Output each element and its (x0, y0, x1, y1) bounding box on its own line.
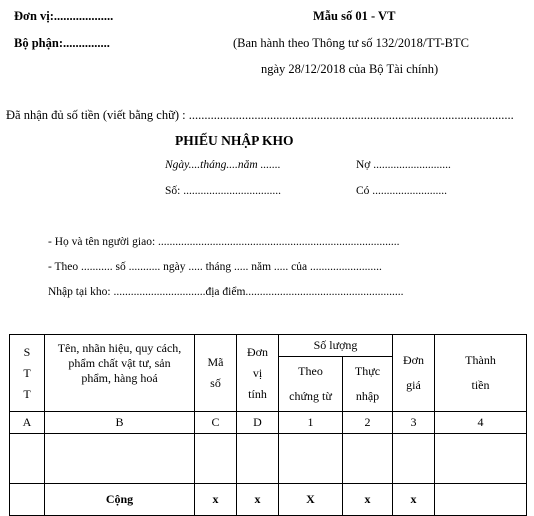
empty-cell (237, 434, 279, 484)
empty-cell (10, 484, 45, 516)
code-row (10, 412, 527, 434)
reference-line: - Theo ........... số ........... ngày ..... tháng ..... năm ..... của ......................... (48, 261, 382, 273)
total-cell: x (393, 484, 435, 516)
unit-field: Đơn vị:................... (14, 9, 114, 23)
total-cell: x (237, 484, 279, 516)
deliverer-name-line: - Họ và tên người giao: .................................................................................... (48, 236, 400, 248)
debit-line: Nợ ........................... (356, 159, 451, 171)
issued-by-line-1: (Ban hành theo Thông tư số 132/2018/TT-BTC (233, 36, 469, 50)
issued-by-line-2: ngày 28/12/2018 của Bộ Tài chính) (261, 62, 439, 76)
empty-cell (393, 434, 435, 484)
department-field: Bộ phận:............... (14, 36, 110, 50)
number-line: Số: .................................. (165, 185, 281, 197)
total-cell: x (195, 484, 237, 516)
header-qty-actual: Thực nhập (343, 357, 393, 412)
header-amount: Thành tiền (435, 335, 527, 412)
code-cell: 1 (279, 412, 343, 434)
header-quantity: Số lượng (279, 335, 393, 357)
credit-line: Có .......................... (356, 185, 448, 197)
code-cell: D (237, 412, 279, 434)
warehouse-line: Nhập tại kho: ................................địa điểm....................................................... (48, 286, 404, 298)
form-code: Mẫu số 01 - VT (313, 9, 396, 23)
code-cell: B (45, 412, 195, 434)
header-unit-price: Đơn giá (393, 335, 435, 412)
header-qty-document: Theo chứng từ (279, 357, 343, 412)
empty-cell (10, 434, 45, 484)
page-title: PHIẾU NHẬP KHO (175, 133, 294, 148)
header-code: Mã số (195, 335, 237, 412)
code-cell: 2 (343, 412, 393, 434)
header-stt: S T T (10, 335, 45, 412)
empty-cell (45, 434, 195, 484)
empty-cell (435, 484, 527, 516)
total-label: Cộng (45, 484, 195, 516)
total-cell: x (343, 484, 393, 516)
date-line: Ngày....tháng....năm ....... (165, 159, 281, 171)
code-cell: A (10, 412, 45, 434)
code-cell: 3 (393, 412, 435, 434)
empty-cell (195, 434, 237, 484)
header-unit: Đơn vị tính (237, 335, 279, 412)
code-cell: C (195, 412, 237, 434)
code-cell: 4 (435, 412, 527, 434)
table-row (10, 434, 527, 484)
amount-in-words-line: Đã nhận đủ số tiền (viết bằng chữ) : ........................................................................................................ (6, 108, 514, 122)
total-row (10, 484, 527, 516)
empty-cell (279, 434, 343, 484)
header-item-name: Tên, nhãn hiệu, quy cách, phẩm chất vật tư, sản phẩm, hàng hoá (45, 335, 195, 412)
goods-table (9, 334, 527, 516)
total-cell: X (279, 484, 343, 516)
empty-cell (343, 434, 393, 484)
empty-cell (435, 434, 527, 484)
